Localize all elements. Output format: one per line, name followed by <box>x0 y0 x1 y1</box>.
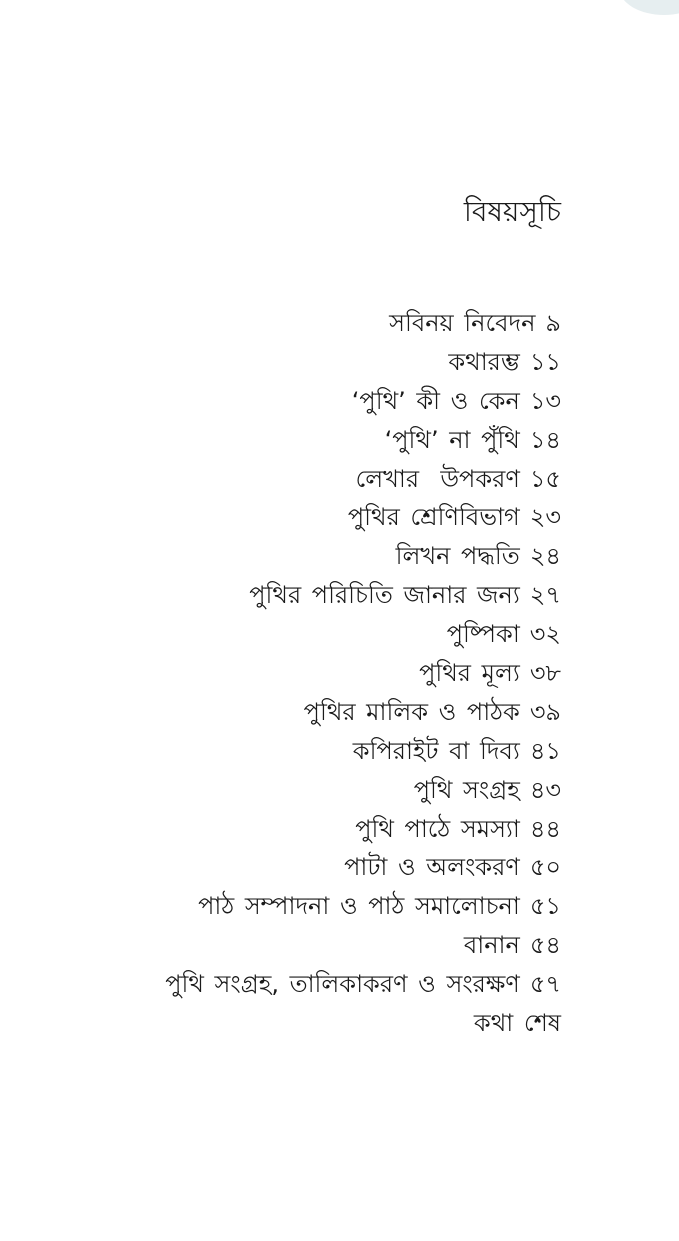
toc-entry-title: পুথির পরিচিতি জানার জন্য <box>249 581 520 610</box>
toc-entry <box>165 926 561 965</box>
toc-entry-page: ৫৭ <box>529 970 561 999</box>
toc-entry-page: ৩৮ <box>529 659 561 688</box>
toc-entry-title: বানান <box>463 931 520 960</box>
toc-entry <box>165 965 561 1004</box>
toc-entry-title: পুথির মূল্য <box>419 659 520 688</box>
toc-entry <box>165 460 561 499</box>
toc-entry-title: কথারম্ভ <box>448 347 520 376</box>
toc-entry-title: পুষ্পিকা <box>446 620 520 649</box>
toc-entry-page: ১৫ <box>529 464 561 493</box>
toc-entry <box>165 343 561 382</box>
toc-entry-page: ১১ <box>529 347 561 376</box>
toc-entry-page: ৪৩ <box>529 775 561 804</box>
toc-entry-title: কথা শেষ <box>473 1009 561 1038</box>
toc-entry <box>165 810 561 849</box>
toc-entry-title: পুথি সংগ্রহ <box>413 775 520 804</box>
toc-entry <box>165 771 561 810</box>
toc-entry-title: পুথি সংগ্রহ, তালিকাকরণ ও সংরক্ষণ <box>165 970 520 999</box>
toc-entry-title: পাঠ সম্পাদনা ও পাঠ সমালোচনা <box>198 892 520 921</box>
toc-entry <box>165 732 561 771</box>
toc-entry <box>165 537 561 576</box>
toc-entry <box>165 304 561 343</box>
toc-entry-title: লিখন পদ্ধতি <box>395 542 520 571</box>
toc-entry <box>165 576 561 615</box>
toc-entry-page: ৪৪ <box>529 814 561 843</box>
toc-entry <box>165 382 561 421</box>
toc-entry <box>165 1004 561 1043</box>
toc-entry-title: পুথির মালিক ও পাঠক <box>303 697 520 726</box>
toc-entry-title: ‘পুথি’ কী ও কেন <box>351 386 520 415</box>
toc-entry <box>165 654 561 693</box>
toc-entry-page: ২৪ <box>529 542 561 571</box>
toc-entry-title: পুথি পাঠে সমস্যা <box>355 814 520 843</box>
toc-entry <box>165 887 561 926</box>
toc-entry-page: ২৩ <box>529 503 561 532</box>
toc-entry-title: কপিরাইট বা দিব্য <box>352 736 520 765</box>
toc-entry <box>165 421 561 460</box>
toc-entry-title: পুথির শ্রেণিবিভাগ <box>347 503 520 532</box>
toc-entry-page: ৩২ <box>529 620 561 649</box>
toc-entry-page: ২৭ <box>529 581 561 610</box>
toc-title: বিষয়সূচি <box>463 195 561 228</box>
toc-entry-title: লেখার উপকরণ <box>355 464 520 493</box>
toc-entry-title: পাটা ও অলংকরণ <box>344 853 520 882</box>
toc-entry-page: ৩৯ <box>529 697 561 726</box>
toc-list <box>165 304 561 1043</box>
toc-entry-page: ৪১ <box>529 736 561 765</box>
toc-entry-title: সবিনয় নিবেদন <box>389 309 536 337</box>
toc-entry-page: ৫৪ <box>529 931 561 960</box>
toc-entry-title: ‘পুথি’ না পুঁথি <box>384 425 520 454</box>
toc-entry <box>165 693 561 732</box>
toc-entry <box>165 615 561 654</box>
corner-decoration <box>619 0 679 15</box>
toc-entry-page: ৯ <box>545 309 561 337</box>
toc-entry-page: ৫১ <box>529 892 561 921</box>
toc-entry-page: ১৩ <box>529 386 561 415</box>
toc-entry-page: ১৪ <box>529 425 561 454</box>
toc-entry <box>165 848 561 887</box>
toc-entry-page: ৫০ <box>529 853 561 882</box>
toc-entry <box>165 498 561 537</box>
